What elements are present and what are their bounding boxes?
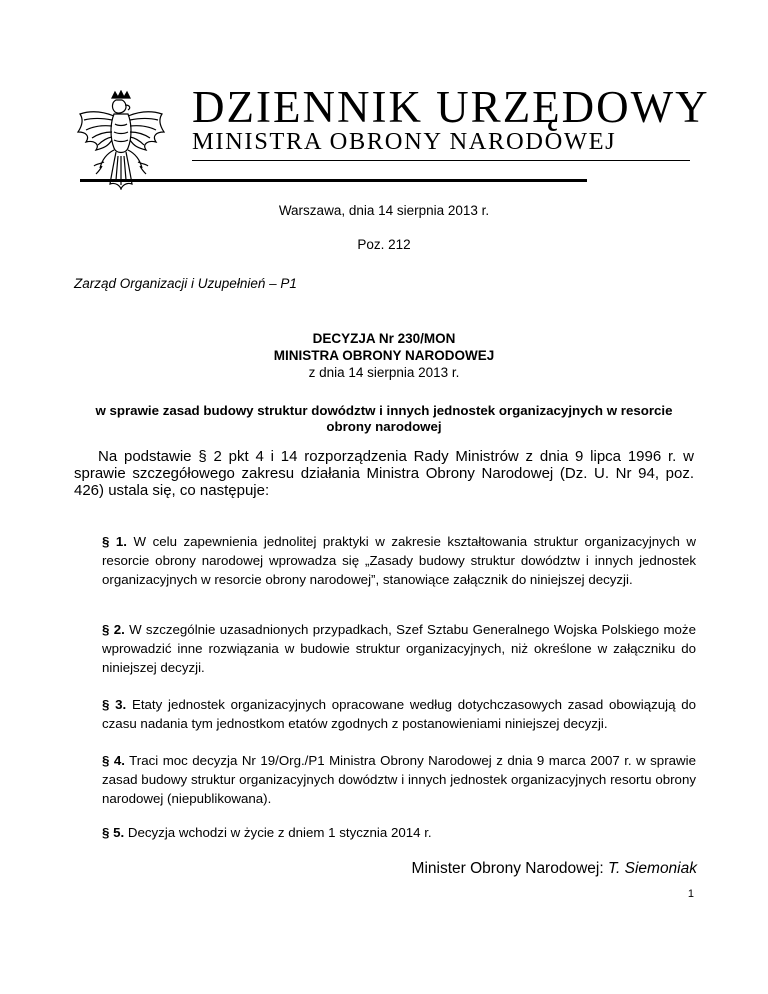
- decision-title: DECYZJA Nr 230/MON: [312, 331, 456, 346]
- paragraph-text: Decyzja wchodzi w życie z dniem 1 stycznia 2014 r.: [124, 825, 432, 840]
- masthead-subtitle: MINISTRA OBRONY NARODOWEJ: [192, 128, 617, 155]
- paragraph-2: [102, 620, 696, 678]
- decision-subject: w sprawie zasad budowy struktur dowództw i innych jednostek organizacyjnych w resorcie obrony narodowej: [95, 403, 673, 434]
- paragraph-text: W szczególnie uzasadnionych przypadkach, Szef Sztabu Generalnego Wojska Polskiego może wprowadzić inne rozwiązania w budowie struktur organizacyjnych, niż określone w załączniku do niniejszej decyzji.: [102, 622, 696, 676]
- white-eagle-emblem-icon: [74, 90, 168, 190]
- paragraph-mark: § 5.: [102, 825, 125, 840]
- paragraph-3: [102, 695, 696, 733]
- paragraph-mark: § 3.: [102, 697, 127, 712]
- paragraph-5: [102, 823, 696, 842]
- page-number: 1: [687, 888, 694, 900]
- paragraph-text: Traci moc decyzja Nr 19/Org./P1 Ministra Obrony Narodowej z dnia 9 marca 2007 r. w sprawie zasad budowy struktur organizacyjnych dowództw i innych jednostek organizacyjnych resortu obrony narodowej (niepublikowana).: [102, 753, 696, 807]
- legal-basis: Na podstawie § 2 pkt 4 i 14 rozporządzenia Rady Ministrów z dnia 9 lipca 1996 r. w sprawie szczegółowego zakresu działania Ministra Obrony Narodowej (Dz. U. Nr 94, poz. 426) ustala się, co następuje:: [74, 448, 694, 499]
- paragraph-4: [102, 751, 696, 809]
- decision-date: z dnia 14 sierpnia 2013 r.: [308, 365, 460, 380]
- place-and-date: Warszawa, dnia 14 sierpnia 2013 r.: [278, 203, 490, 218]
- position-number: Poz. 212: [357, 237, 411, 252]
- paragraph-mark: § 1.: [102, 534, 127, 549]
- paragraph-mark: § 4.: [102, 753, 125, 768]
- signature-name: T. Siemoniak: [607, 860, 697, 877]
- decision-authority: MINISTRA OBRONY NARODOWEJ: [273, 348, 495, 363]
- paragraph-text: W celu zapewnienia jednolitej praktyki w zakresie kształtowania struktur organizacyjnych w resorcie obrony narodowej wprowadza się „Zasady budowy struktur dowództw i innych jednostek organizacyjnych w resorcie obrony narodowej”, stanowiące załącznik do niniejszej decyzji.: [102, 534, 696, 588]
- signature-role: Minister Obrony Narodowej:: [411, 860, 608, 877]
- issuing-unit: Zarząd Organizacji i Uzupełnień – P1: [74, 276, 297, 291]
- masthead-rule-thick: [80, 179, 587, 182]
- paragraph-text: Etaty jednostek organizacyjnych opracowane według dotychczasowych zasad obowiązują do czasu nadania tym jednostkom etatów zgodnych z postanowieniami niniejszej decyzji.: [102, 697, 697, 732]
- paragraph-1: [102, 532, 696, 590]
- masthead-title: DZIENNIK URZĘDOWY: [192, 82, 710, 132]
- signature: [412, 860, 697, 878]
- masthead-rule-thin: [192, 160, 690, 161]
- paragraph-mark: § 2.: [102, 622, 125, 637]
